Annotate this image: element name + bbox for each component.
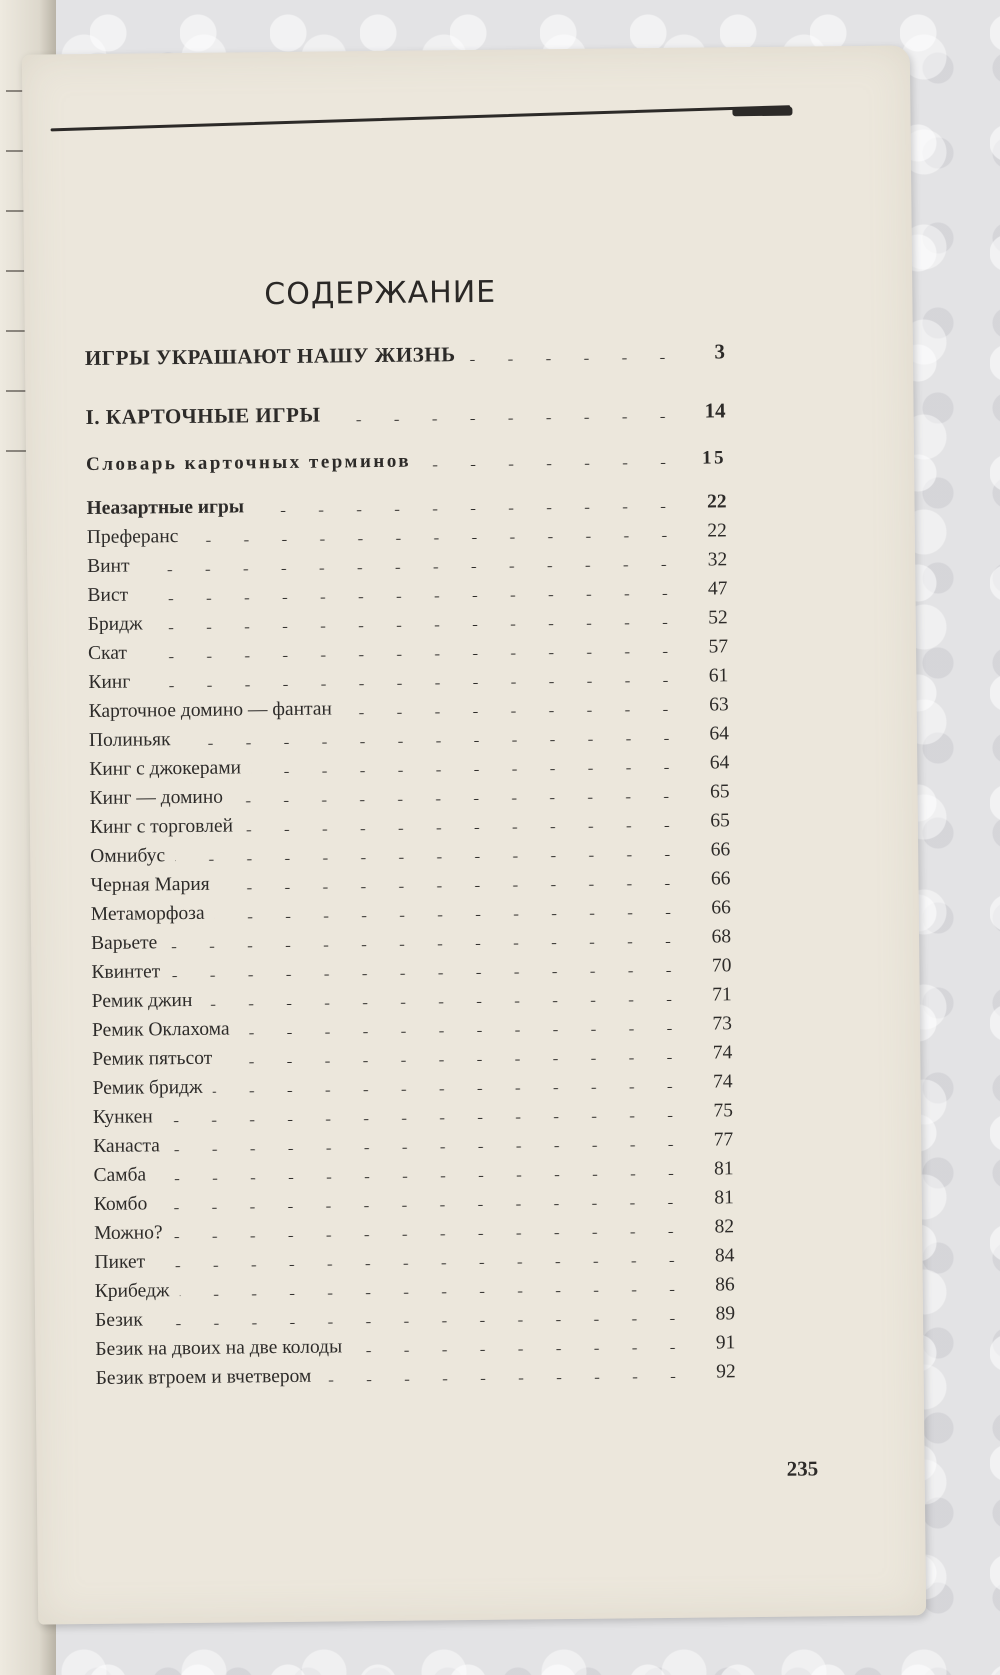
- toc-entry-title: I. КАРТОЧНЫЕ ИГРЫ: [85, 402, 321, 430]
- toc-entry-title: Кинг: [88, 671, 131, 694]
- toc-entry-title: Метаморфоза: [90, 902, 205, 926]
- toc-entry[interactable]: [96, 1361, 736, 1397]
- toc-entry-title: Черная Мария: [90, 873, 210, 897]
- toc-entry-title: Винт: [87, 555, 130, 578]
- toc-entry-title: Кинг — домино: [89, 786, 224, 810]
- dot-leader: [243, 826, 686, 832]
- toc-entry-page: 32: [707, 549, 728, 571]
- toc-entry-title: Полиньяк: [88, 729, 171, 752]
- toc-entry-title: Бридж: [87, 613, 143, 636]
- toc-entry-page: 65: [710, 810, 730, 832]
- toc-entry-page: 74: [712, 1042, 733, 1064]
- top-rule: [51, 105, 791, 131]
- toc-entry-page: 64: [709, 752, 730, 774]
- dot-leader: [170, 1145, 689, 1151]
- toc-entry-page: 75: [713, 1100, 734, 1122]
- top-rule-cap: [732, 107, 792, 117]
- toc-entry-title: Можно?: [94, 1222, 163, 1244]
- table-of-contents: [85, 339, 736, 1397]
- dot-leader: [156, 1174, 689, 1181]
- toc-entry-page: 22: [706, 491, 727, 513]
- games-list: [86, 491, 735, 1397]
- toc-entry-title: Кинг с торговлей: [89, 815, 234, 839]
- dot-leader: [215, 913, 687, 919]
- dot-leader: [213, 1087, 689, 1093]
- toc-entry-title: Квинтет: [91, 961, 161, 984]
- toc-entry-page: 47: [707, 578, 728, 600]
- dot-leader: [175, 855, 686, 861]
- toc-entry-title: Скат: [87, 642, 128, 665]
- dot-leader: [233, 797, 686, 803]
- toc-entry-title: Безик втроем и вчетвером: [95, 1365, 312, 1389]
- toc-entry-page: 71: [712, 984, 732, 1006]
- toc-entry-title: Ремик джин: [91, 989, 193, 1013]
- page-number: 235: [786, 1456, 819, 1481]
- book-page: [22, 45, 926, 1624]
- toc-entry-page: 57: [708, 636, 729, 658]
- dot-leader: [163, 1116, 689, 1123]
- toc-entry-title: Самба: [93, 1164, 147, 1187]
- toc-entry-title: Крибедж: [94, 1280, 170, 1302]
- toc-entry-page: 66: [710, 868, 731, 890]
- toc-entry-title: Ремик пятьсот: [92, 1047, 213, 1071]
- dot-leader: [202, 1000, 687, 1006]
- toc-entry-page: 68: [711, 926, 732, 948]
- dot-leader: [181, 739, 685, 745]
- toc-entry-title: Омнибус: [90, 845, 166, 868]
- toc-entry-page: 70: [711, 955, 732, 977]
- toc-entry-title: Неазартные игры: [86, 496, 245, 520]
- toc-entry-page: 65: [709, 781, 730, 803]
- dot-leader: [188, 536, 682, 542]
- dot-leader: [137, 652, 684, 659]
- toc-entry-page: 91: [715, 1332, 736, 1354]
- page-title: СОДЕРЖАНИЕ: [264, 274, 497, 313]
- dot-leader: [179, 1290, 690, 1296]
- toc-entry-page: 22: [707, 520, 727, 542]
- dot-leader: [240, 1029, 688, 1035]
- toc-entry-title: Канаста: [93, 1135, 160, 1158]
- toc-entry-page: 63: [709, 694, 729, 716]
- dot-leader: [342, 710, 685, 715]
- toc-entry-title: Ремик Оклахома: [91, 1018, 230, 1042]
- dot-leader: [140, 565, 684, 572]
- toc-entry-page: 74: [712, 1071, 733, 1093]
- toc-entry-page: 77: [713, 1129, 734, 1151]
- toc-entry-page: 89: [715, 1303, 736, 1325]
- toc-entry-title: Варьете: [91, 932, 158, 955]
- dot-leader: [331, 417, 682, 422]
- toc-entry-page: 52: [708, 607, 728, 629]
- toc-entry-page: 92: [716, 1361, 736, 1383]
- dot-leader: [140, 681, 684, 688]
- dot-leader: [153, 1319, 691, 1326]
- toc-entry-page: 73: [712, 1013, 733, 1035]
- dot-leader: [251, 768, 685, 774]
- toc-entry-page: 81: [713, 1158, 734, 1180]
- toc-entry-title: Безик на двоих на две колоды: [95, 1336, 343, 1360]
- toc-entry-title: Ремик бридж: [92, 1076, 203, 1100]
- toc-entry-page: 86: [715, 1274, 735, 1296]
- toc-entry-page: 61: [708, 665, 729, 687]
- dot-leader: [352, 1348, 691, 1353]
- toc-entry-title: Словарь карточных терминов: [85, 450, 412, 476]
- toc-entry-title: Карточное домино — фантан: [88, 698, 333, 723]
- toc-entry-title: Кинг с джокерами: [89, 757, 242, 781]
- toc-entry-page: 82: [714, 1216, 735, 1238]
- dot-leader: [138, 594, 683, 601]
- toc-entry-page: 84: [714, 1245, 735, 1267]
- toc-entry-page: 15: [701, 447, 727, 469]
- toc-entry-page: 64: [709, 723, 730, 745]
- dot-leader: [466, 358, 681, 361]
- dot-leader: [170, 971, 687, 977]
- toc-entry-page: 66: [711, 897, 731, 919]
- dot-leader: [157, 1203, 690, 1210]
- toc-entry-title: ИГРЫ УКРАШАЮТ НАШУ ЖИЗНЬ: [84, 342, 456, 371]
- toc-entry-title: Безик: [94, 1309, 143, 1331]
- dot-leader: [153, 623, 684, 630]
- dot-leader: [173, 1232, 691, 1238]
- toc-entry-title: Комбо: [93, 1193, 148, 1216]
- toc-entry-page: 14: [704, 398, 726, 423]
- toc-entry-page: 3: [714, 339, 726, 364]
- toc-entry-title: Кункен: [92, 1106, 153, 1129]
- dot-leader: [421, 463, 682, 467]
- toc-entry-title: Преферанс: [86, 526, 179, 549]
- toc-entry-title: Пикет: [94, 1251, 146, 1273]
- dot-leader: [321, 1377, 691, 1382]
- toc-entry-title: Вист: [87, 584, 129, 607]
- toc-entry-page: 81: [714, 1187, 734, 1209]
- dot-leader: [222, 1058, 688, 1064]
- dot-leader: [254, 507, 683, 512]
- dot-leader: [167, 942, 687, 948]
- toc-entry-page: 66: [710, 839, 731, 861]
- dot-leader: [220, 884, 687, 890]
- dot-leader: [155, 1261, 690, 1268]
